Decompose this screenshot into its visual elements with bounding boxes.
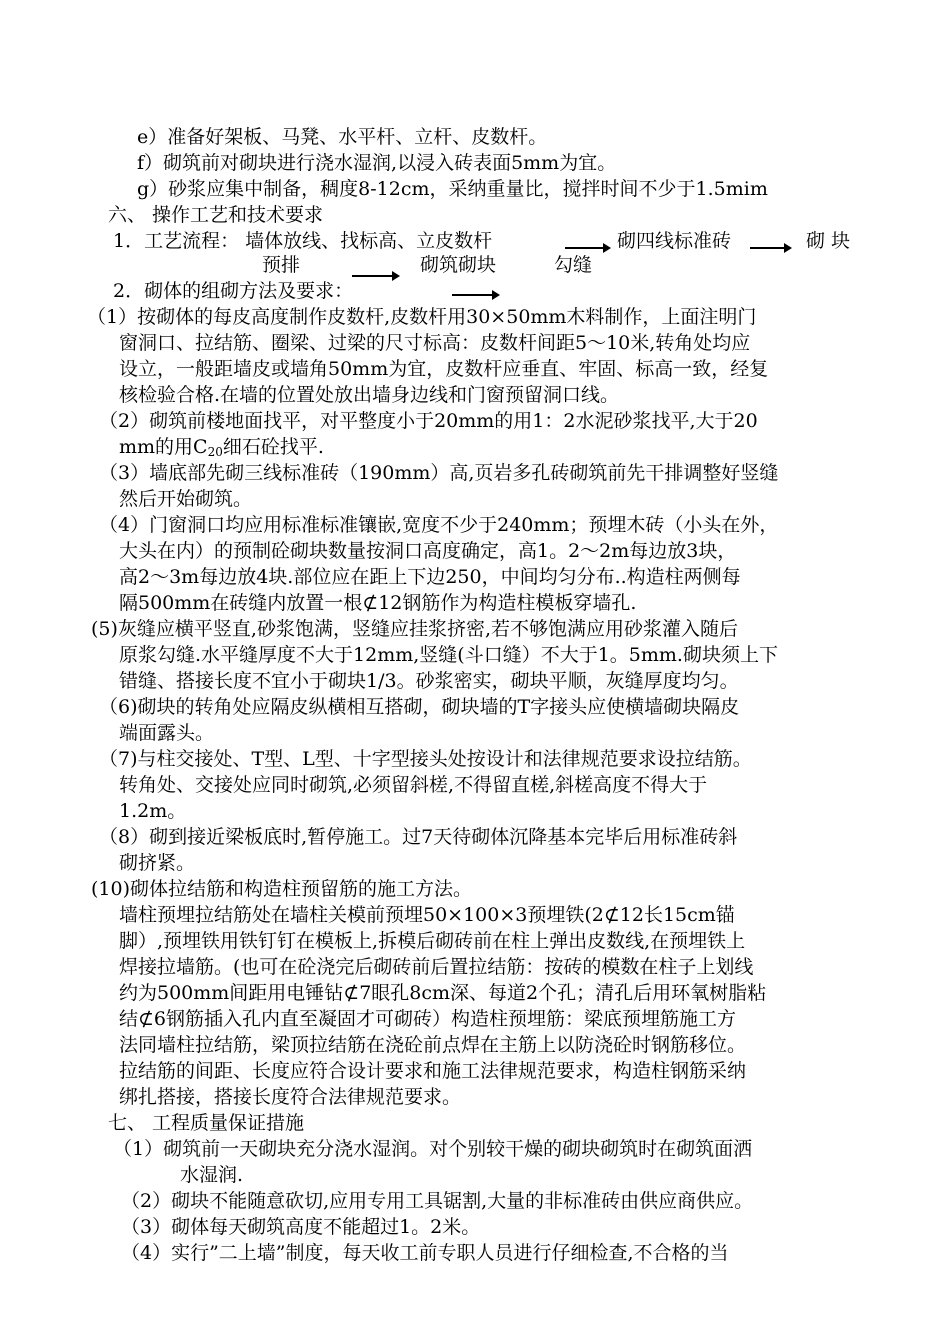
p4-line-3: 高2～3m每边放4块.部位应在距上下边250，中间均匀分布..构造柱两侧每 [119, 566, 741, 588]
flow-step-prearrange: 预排 [262, 254, 301, 276]
flow-step-block: 砌 块 [806, 230, 851, 252]
p4-line-4: 隔500mm在砖缝内放置一根⊄12钢筋作为构造柱模板穿墙孔. [119, 592, 637, 614]
p10-line-5: 结⊄6钢筋插入孔内直至凝固才可砌砖）构造柱预埋筋：梁底预埋筋施工方 [119, 1008, 737, 1030]
line-e: e）准备好架板、马凳、水平杆、立杆、皮数杆。 [137, 126, 548, 148]
p1-line-2: 窗洞口、拉结筋、圈梁、过梁的尺寸标高：皮数杆间距5～10米,转角处均应 [119, 332, 751, 354]
flow-step-pointing: 勾缝 [554, 254, 593, 276]
p8-line-2: 砌挤紧。 [119, 852, 196, 874]
p2-line-1: （2）砌筑前楼地面找平，对平整度小于20mm的用1：2水泥砂浆找平,大于20 [99, 410, 758, 432]
p3-line-1: （3）墙底部先砌三线标准砖（190mm）高,页岩多孔砖砌筑前先干排调整好竖缝 [99, 462, 779, 484]
p1-line-4: 核检验合格.在墙的位置处放出墙身边线和门窗预留洞口线。 [119, 384, 620, 406]
section-6-heading: 六、 操作工艺和技术要求 [108, 204, 324, 226]
flow-arrow-4 [452, 294, 494, 296]
section-7-heading: 七、 工程质量保证措施 [108, 1112, 305, 1134]
q1-line-2: 水湿润. [180, 1164, 244, 1186]
flow-arrow-2 [750, 247, 786, 249]
p5-line-3: 错缝、搭接长度不宜小于砌块1/3。砂浆密实，砌块平顺，灰缝厚度均匀。 [119, 670, 739, 692]
p1-line-3: 设立，一般距墙皮或墙角50mm为宜，皮数杆应垂直、牢固、标高一致，经复 [119, 358, 769, 380]
p6-line-2: 端面露头。 [119, 722, 215, 744]
p10-line-1: 墙柱预埋拉结筋处在墙柱关模前预埋50×100×3预埋铁(2⊄12长15cm锚 [119, 904, 735, 926]
p7-line-3: 1.2m。 [119, 800, 187, 822]
p2-subscript: 20 [207, 445, 223, 459]
p10-line-3: 焊接拉墙筋。(也可在砼浇完后砌砖前后置拉结筋：按砖的模数在柱子上划线 [119, 956, 754, 978]
p1-line-1: （1）按砌体的每皮高度制作皮数杆,皮数杆用30×50mm木料制作，上面注明门 [87, 306, 757, 328]
p3-line-2: 然后开始砌筑。 [119, 488, 253, 510]
flow-step-brick: 砌四线标准砖 [617, 230, 732, 252]
flow-arrow-3 [352, 275, 394, 277]
flow-step-laying: 砌筑砌块 [420, 254, 497, 276]
p5-line-2: 原浆勾缝.水平缝厚度不大于12mm,竖缝(斗口缝）不大于1。5mm.砌块须上下 [119, 644, 778, 666]
p10-line-7: 拉结筋的间距、长度应符合设计要求和施工法律规范要求，构造柱钢筋采纳 [119, 1060, 747, 1082]
p6-line-1: （6)砌块的转角处应隔皮纵横相互搭砌，砌块墙的T字接头应使横墙砌块隔皮 [99, 696, 740, 718]
p8-line-1: （8）砌到接近梁板底时,暂停施工。过7天待砌体沉降基本完毕后用标准砖斜 [99, 826, 738, 848]
p10-line-2: 脚）,预埋铁用铁钉钉在模板上,拆模后砌砖前在柱上弹出皮数线,在预埋铁上 [119, 930, 746, 952]
q1-line-1: （1）砌筑前一天砌块充分浇水湿润。对个别较干燥的砌块砌筑时在砌筑面洒 [113, 1138, 753, 1160]
p10-line-4: 约为500mm间距用电锤钻⊄7眼孔8cm深、每道2个孔；清孔后用环氧树脂粘 [119, 982, 767, 1004]
p4-line-2: 大头在内）的预制砼砌块数量按洞口高度确定，高1。2～2m每边放3块， [119, 540, 737, 562]
p5-line-1: (5)灰缝应横平竖直,砂浆饱满，竖缝应挂浆挤密,若不够饱满应用砂浆灌入随后 [91, 618, 738, 640]
p10-heading: (10)砌体拉结筋和构造柱预留筋的施工方法。 [91, 878, 473, 900]
p7-line-2: 转角处、交接处应同时砌筑,必须留斜槎,不得留直槎,斜槎高度不得大于 [119, 774, 708, 796]
process-flow-label: 1．工艺流程： 墙体放线、找标高、立皮数杆 [113, 230, 493, 252]
flow-arrow-1 [565, 247, 605, 249]
p10-line-6: 法同墙柱拉结筋，梁顶拉结筋在浇砼前点焊在主筋上以防浇砼时钢筋移位。 [119, 1034, 747, 1056]
p2-text-pre: mm的用C [119, 436, 208, 458]
q4-line: （4）实行”二上墙”制度，每天收工前专职人员进行仔细检查,不合格的当 [121, 1242, 729, 1264]
line-f: f）砌筑前对砌块进行浇水湿润,以浸入砖表面5mm为宜。 [137, 152, 617, 174]
line-g: g）砂浆应集中制备，稠度8-12cm，采纳重量比，搅拌时间不少于1.5mim [137, 178, 768, 200]
q2-line: （2）砌块不能随意砍切,应用专用工具锯割,大量的非标准砖由供应商供应。 [121, 1190, 754, 1212]
p10-line-8: 绑扎搭接，搭接长度符合法律规范要求。 [119, 1086, 462, 1108]
subsection-2-heading: 2．砌体的组砌方法及要求： [113, 280, 354, 302]
p4-line-1: （4）门窗洞口均应用标准标准镶嵌,宽度不少于240mm；预埋木砖（小头在外， [99, 514, 779, 536]
p7-line-1: （7)与柱交接处、T型、L型、十字型接头处按设计和法律规范要求设拉结筋。 [99, 748, 752, 770]
q3-line: （3）砌体每天砌筑高度不能超过1。2米。 [121, 1216, 481, 1238]
p2-text-post: 细石砼找平. [222, 436, 324, 458]
